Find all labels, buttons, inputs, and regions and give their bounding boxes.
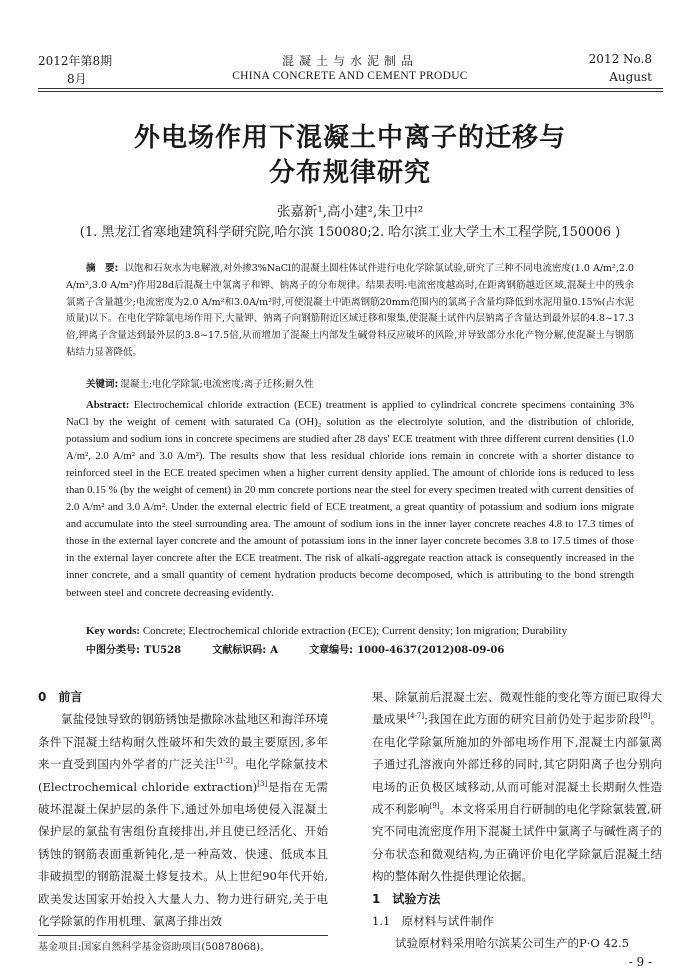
journal-month-cn: 8月 [67, 72, 87, 86]
intro-text-3: 是指在无需破坏混凝土保护层的条件下,通过外加电场使侵入混凝土保护层的氯盐有害组份直接排出,并且使已经活化、开始锈蚀的钢筋表面重新钝化,是一种高效、快速、低成本且非破损型的钢筋混凝土修复技术。从上世纪90年代开始,欧美发达国家开始投入大量人力、物力进行研究,关于电化学除氯的作用机理、氯离子排出效 [38, 779, 328, 929]
abstract-cn [66, 261, 634, 362]
journal-month-en: August [609, 70, 652, 84]
journal-name-cn: 混凝土与水泥制品 [281, 54, 418, 68]
footnote-rule [38, 935, 328, 936]
keywords-en-text: Concrete; Electrochemical chloride extraction (ECE); Current density; Ion migration; Durability [140, 625, 568, 637]
affiliation: (1. 黑龙江省寒地建筑科学研究院,哈尔滨 150080;2. 哈尔滨工业大学土木工程学院,150006 ) [79, 225, 621, 240]
abstract-en [66, 397, 634, 602]
funding-footnote: 基金项目:国家自然科学基金资助项目(50878068)。 [38, 942, 271, 953]
citation: [9] [429, 802, 440, 811]
article-no-value: 1000-4637(2012)08-09-06 [357, 645, 505, 656]
journal-issue-en: 2012 No.8 [588, 52, 652, 66]
keywords-cn-text: 混凝土;电化学除氯;电流密度;离子迁移;耐久性 [120, 379, 314, 390]
citation: [3] [257, 779, 268, 788]
keywords-en [66, 623, 634, 640]
intro-cont-text-2: ;我国在此方面的研究目前仍处于起步阶段 [424, 712, 641, 727]
clc-value: TU528 [144, 645, 182, 656]
keywords-en-label: Key words: [86, 625, 141, 637]
journal-issue-cn: 2012年第8期 [38, 54, 113, 68]
intro-cont-text-1: 果、除氯前后混凝土宏、微观性能的变化等方面已取得大量成果 [372, 690, 662, 727]
paper-title-line1: 外电场作用下混凝土中离子的迁移与 [133, 123, 566, 153]
materials-paragraph: 试验原材料采用哈尔滨某公司生产的P·O 42.5 [395, 936, 630, 951]
header-rule [38, 88, 663, 89]
journal-name-en: CHINA CONCRETE AND CEMENT PRODUC [232, 70, 468, 82]
citation: [1-2] [216, 757, 233, 766]
doc-code-label: 文献标识码: [212, 645, 267, 656]
abstract-cn-label: 摘 要: [86, 263, 119, 274]
body-right-column [372, 686, 662, 955]
page-number: - 9 - [628, 955, 652, 969]
section-heading-methods: 1 试验方法 [372, 891, 441, 906]
intro-cont-text-3: 。在电化学除氯所施加的外部电场作用下,混凝土内部氯离子通过孔溶液向外部迁移的同时,其它阴阳离子也分别向电场的正负极区域移动,从而可能对混凝土长期耐久性造成不利影响 [372, 712, 662, 817]
intro-text-2: 。电化学除氯技术(Electrochemical chloride extraction) [38, 757, 329, 794]
intro-text-1: 氯盐侵蚀导致的钢筋锈蚀是撒除冰盐地区和海洋环境条件下混凝土结构耐久性破坏和失效的最主要原因,多年来一直受到国内外学者的广泛关注 [38, 712, 328, 772]
intro-paragraph-cont [372, 686, 662, 888]
citation: [4-7] [407, 712, 425, 721]
doc-code-value: A [270, 645, 278, 656]
clc-label: 中图分类号: [86, 645, 140, 656]
article-no-label: 文章编号: [309, 645, 354, 656]
abstract-cn-text: 以饱和石灰水为电解液,对外掺3%NaCl的混凝土圆柱体试件进行电化学除氯试验,研究了三种不同电流密度(1.0 A/m²,2.0 A/m²,3.0 A/m²)作用28d后混凝土中氯离子和钾、钠离子的分布规律。结果表明:电流密度越高时,在距离钢筋越近区域,混凝土中的残余氯离子含量越少;电流密度为2.0 A/m²和3.0A/m²时,可使混凝土中距离钢筋20mm范围内的氯离子含量均降低到水泥用量0.15%(占水泥质量)以下。在电化学除氯电场作用下,大量钾、钠离子向钢筋附近区域迁移和聚集,使混凝土试件内层钠离子含量达到最外层的4.8~17.3倍,钾离子含量达到最外层的3.8~17.5倍,从而增加了混凝土内部发生碱骨料反应破坏的风险,并导致部分水化产物分解,使混凝土与钢筋粘结力显著降低。 [66, 263, 634, 358]
abstract-en-label: Abstract: [86, 399, 130, 411]
paper-title-line2: 分布规律研究 [268, 158, 431, 188]
body-left-column [38, 686, 328, 932]
abstract-en-text: Electrochemical chloride extraction (ECE) treatment is applied to cylindrical concrete specimens containing 3% NaCl by the weight of cement with saturated Ca (OH)₂ solution as the electrolyte solution, and the distribution of chloride, potassium and sodium ions in concrete specimens are studied after 28 days' ECE treatment with three different current densities (1.0 A/m², 2.0 A/m² and 3.0 A/m²). The results show that less residual chloride ions remain in concrete with a shorter distance to reinforced steel in the ECE treated specimen when a higher current density applied. The amount of chloride ions is reduced to less than 0.15 % (by the weight of cement) in 20 mm concrete portions near the steel for every specimen treated with current densities of 2.0 A/m² and 3.0 A/m². Under the external electric field of ECE treatment, a great quantity of potassium and sodium ions migrate and accumulate into the steel surrounding area. The amount of sodium ions in the inner layer concrete reaches 4.8 to 17.3 times of those in the external layer concrete and the amount of potassium ions in the inner layer concrete becomes 3.8 to 17.5 times of those in the external layer concrete after the ECE treatment. The risk of alkali-aggregate reaction attack is consequently increased in the inner concrete, and a small quantity of cement hydration products become decomposed, which is attributing to the bond strength between steel and concrete decreasing evidently. [66, 399, 634, 599]
keywords-cn [66, 377, 634, 394]
section-heading-intro: 0 前言 [38, 690, 83, 704]
citation: [8] [640, 712, 651, 721]
authors: 张嘉新¹,高小建²,朱卫中² [276, 204, 424, 220]
intro-cont-text-4: 。本文将采用自行研制的电化学除氯装置,研究不同电流密度作用下混凝土试件中氯离子与碱性离子的分布状态和微观结构,为正确评价电化学除氯后混凝土结构的整体耐久性提供理论依据。 [372, 802, 663, 884]
keywords-cn-label: 关键词: [86, 379, 119, 390]
subsection-heading-materials: 1.1 原材料与试件制作 [372, 914, 494, 929]
classification-line [86, 641, 634, 656]
intro-paragraph [38, 708, 328, 932]
header-rule-2 [38, 91, 663, 92]
